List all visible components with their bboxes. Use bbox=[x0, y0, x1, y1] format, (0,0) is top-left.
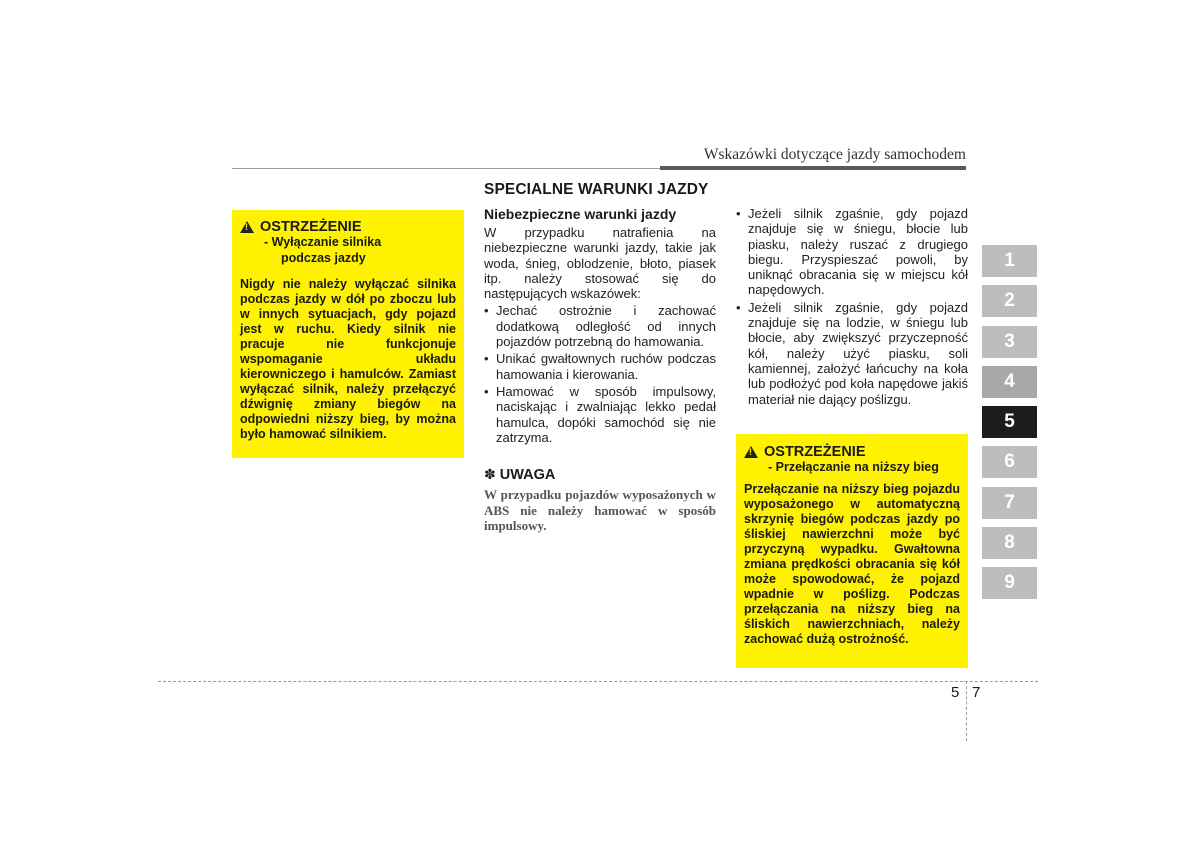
footer-rule bbox=[158, 681, 1038, 682]
list-item: • Jeżeli silnik zgaśnie, gdy pojazd znajduje się w śniegu, błocie lub piasku, należy ruszać z drugiego biegu. Przyspieszać powoli, by uniknąć obracania się w miejscu kół napędowych. bbox=[736, 206, 968, 298]
list-item: • Jeżeli silnik zgaśnie, gdy pojazd znajduje się na lodzie, w śniegu lub błocie, aby zwiększyć przyczepność kół, należy użyć piasku, soli kamiennej, założyć łańcuchy na koła lub podłożyć pod koła napędowe jakiś materiał nie dający poślizgu. bbox=[736, 300, 968, 407]
running-header: Wskazówki dotyczące jazdy samochodem bbox=[703, 146, 966, 163]
warning-subtitle-line2: podczas jazdy bbox=[281, 250, 366, 265]
warning-body: Nigdy nie należy wyłączać silnika podczas jazdy w dół po zboczu lub w innych sytuacjach, gdy pojazd jest w ruchu. Kiedy silnik nie pracuje nie funkcjonuje wspomaganie układu kierowniczego i hamulców. Zamiast wyłączać silnik, należy przełączyć dźwignię zmiany biegów na odpowiedni niższy bieg, by można było hamować silnikiem. bbox=[240, 277, 456, 441]
chapter-tab-3[interactable]: 3 bbox=[982, 326, 1037, 358]
warning-subtitle: - Wyłączanie silnika bbox=[264, 235, 382, 249]
chapter-tab-1[interactable]: 1 bbox=[982, 245, 1037, 277]
list-item: • Hamować w sposób impulsowy, naciskając i zwalniając lekko pedał hamulca, dopóki samochód się nie zatrzyma. bbox=[484, 384, 716, 445]
warning-triangle-icon bbox=[744, 446, 758, 458]
intro-paragraph: W przypadku natrafienia na niebezpieczne warunki jazdy, takie jak woda, śnieg, oblodzenie, błoto, piasek itp. należy stosować się do następujących wskazówek: bbox=[484, 225, 716, 302]
warning-heading-text: OSTRZEŻENIE bbox=[764, 444, 866, 460]
warning-heading bbox=[240, 219, 456, 235]
section-title: SPECIALNE WARUNKI JAZDY bbox=[484, 181, 709, 198]
chapter-tab-4[interactable]: 4 bbox=[982, 366, 1037, 398]
warning-heading bbox=[744, 444, 960, 460]
chapter-tab-8[interactable]: 8 bbox=[982, 527, 1037, 559]
chapter-tab-2[interactable]: 2 bbox=[982, 285, 1037, 317]
subheading: Niebezpieczne warunki jazdy bbox=[484, 206, 677, 222]
footer-divider bbox=[966, 681, 967, 741]
warning-subtitle: - Przełączanie na niższy bieg bbox=[768, 460, 939, 474]
warning-heading-text: OSTRZEŻENIE bbox=[260, 219, 362, 235]
warning-triangle-icon bbox=[240, 221, 254, 233]
header-rule-accent bbox=[660, 166, 966, 170]
warning-body: Przełączanie na niższy bieg pojazdu wyposażonego w automatyczną skrzynię biegów podczas jazdy po śliskiej nawierzchni może być przyczyną wypadku. Gwałtowna zmiana prędkości obracania się kół może spowodować, że pojazd wpadnie w poślizg. Podczas przełączania na niższy bieg na śliskich nawierzchniach, należy zachować dużą ostrożność. bbox=[744, 481, 960, 646]
note-body: W przypadku pojazdów wyposażonych w ABS nie należy hamować w sposób impulsowy. bbox=[484, 487, 716, 534]
column-stuck-vehicle bbox=[736, 206, 968, 407]
list-item: • Jechać ostrożnie i zachować dodatkową odległość od innych pojazdów potrzebną do hamowania. bbox=[484, 303, 716, 349]
list-item: • Unikać gwałtownych ruchów podczas hamowania i kierowania. bbox=[484, 351, 716, 382]
asterisk-icon: ✽ bbox=[484, 466, 496, 483]
page-number: 7 bbox=[972, 684, 981, 701]
bullet-list bbox=[736, 206, 968, 407]
chapter-tab-9[interactable]: 9 bbox=[982, 567, 1037, 599]
chapter-tab-7[interactable]: 7 bbox=[982, 487, 1037, 519]
warning-box-downshift bbox=[736, 434, 968, 668]
column-hazard-conditions bbox=[484, 206, 716, 534]
note-heading-text: UWAGA bbox=[499, 466, 556, 483]
warning-box-engine-off bbox=[232, 210, 464, 458]
note-heading bbox=[484, 466, 716, 483]
page-chapter-number: 5 bbox=[951, 684, 960, 701]
bullet-list bbox=[484, 303, 716, 445]
chapter-tab-5[interactable]: 5 bbox=[982, 406, 1037, 438]
chapter-tab-6[interactable]: 6 bbox=[982, 446, 1037, 478]
